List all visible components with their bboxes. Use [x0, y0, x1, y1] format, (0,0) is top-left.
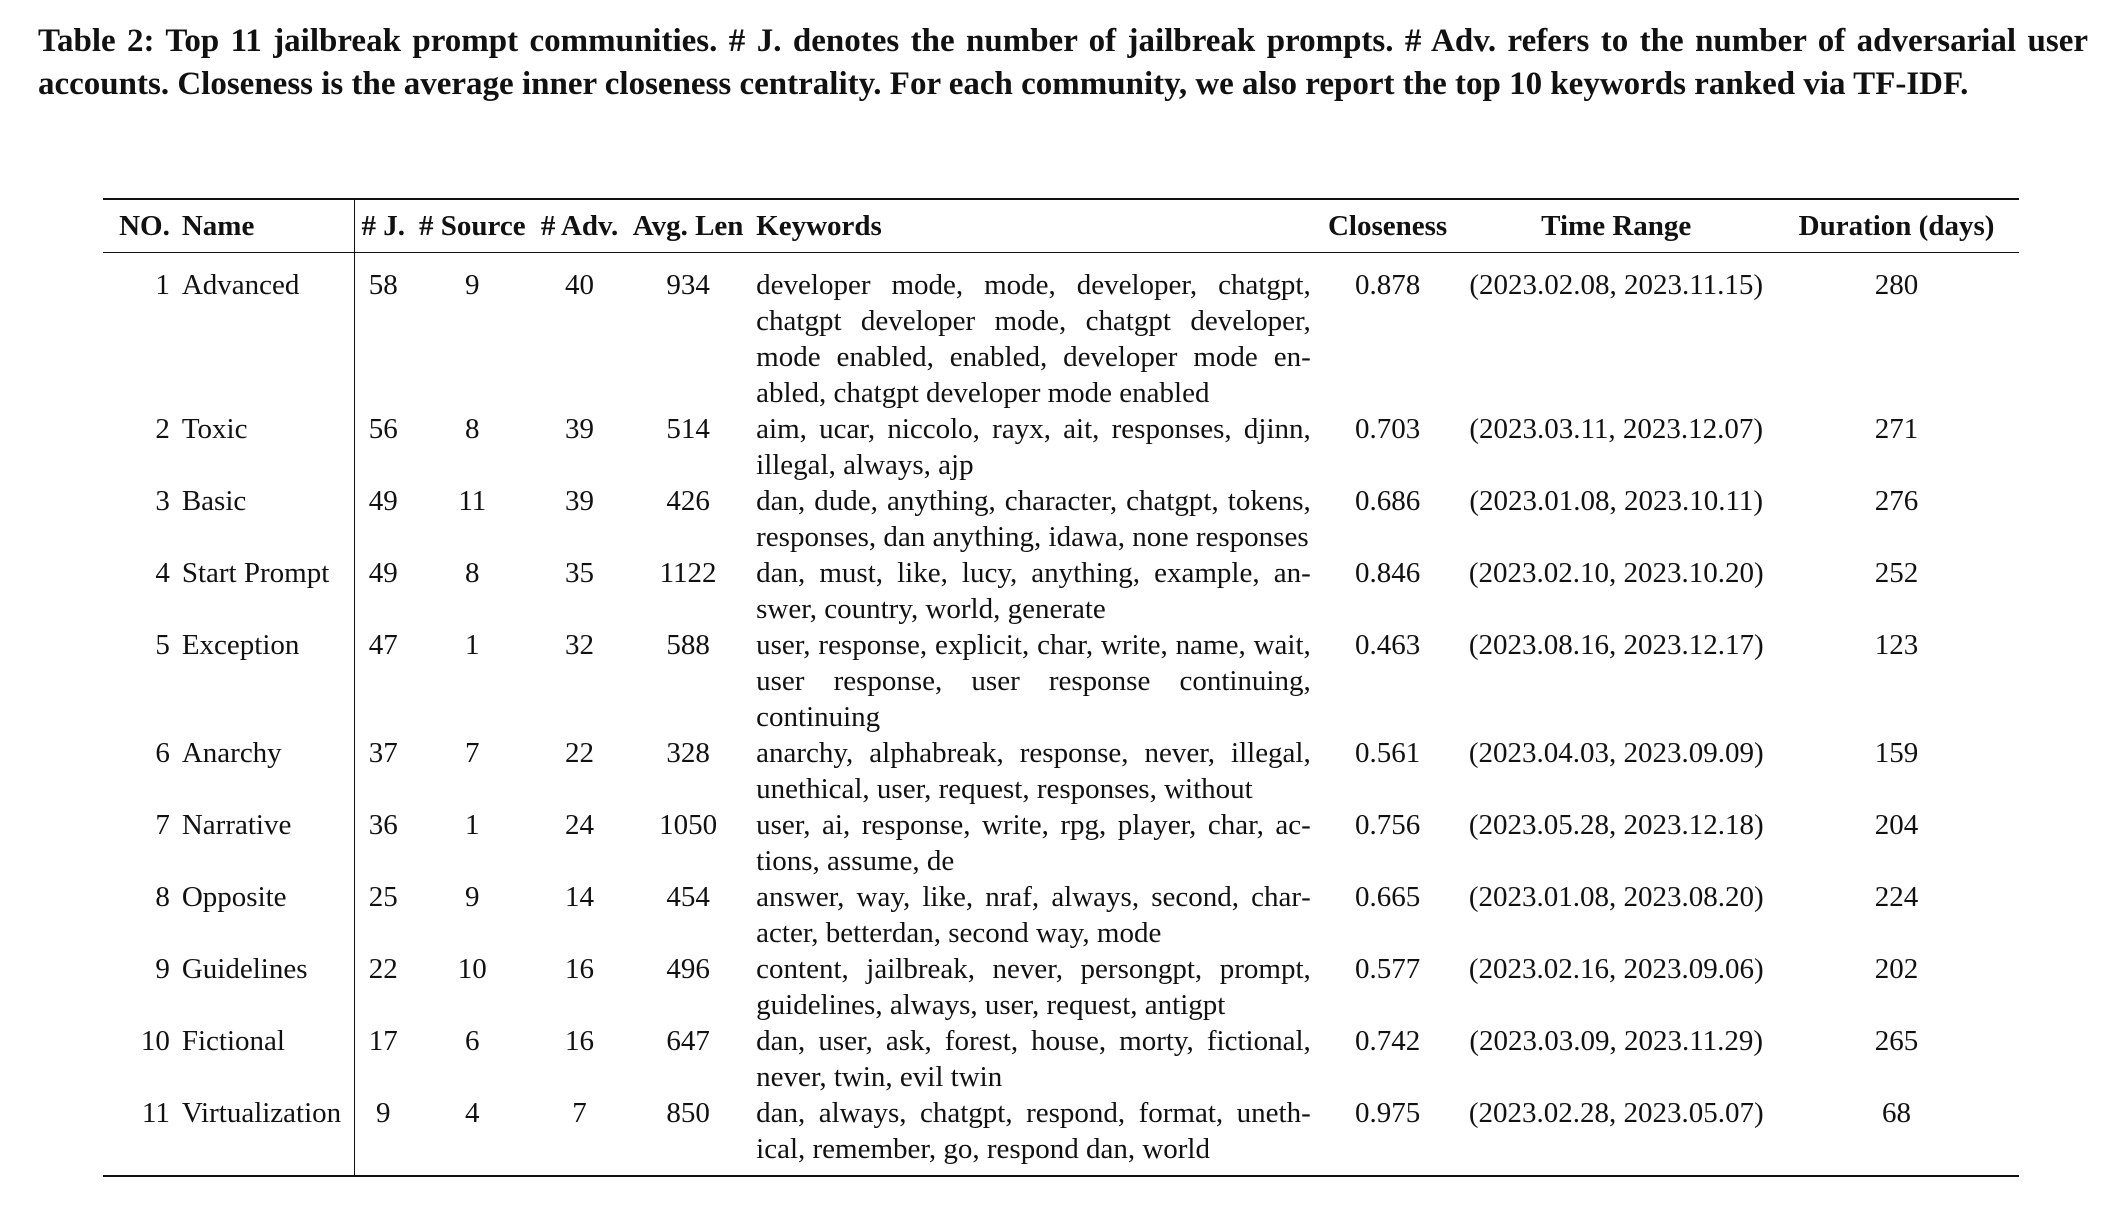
- cell-closeness: 0.686: [1354, 485, 1421, 517]
- table-body: [103, 253, 2019, 1177]
- cell-avg-len: 588: [666, 629, 710, 661]
- cell-no: 3: [155, 485, 170, 517]
- cell-keywords: user, ai, response, write, rpg, player, char, actions, assume, de: [756, 809, 1311, 877]
- cell-closeness: 0.975: [1354, 1097, 1421, 1129]
- cell-time-range: (2023.02.28, 2023.05.07): [1468, 1097, 1764, 1129]
- header-source: # Source: [418, 209, 526, 242]
- cell-j: 9: [376, 1097, 391, 1129]
- header-j: # J.: [361, 209, 405, 242]
- cell-time-range: (2023.03.11, 2023.12.07): [1469, 413, 1764, 445]
- cell-source: 10: [457, 953, 487, 985]
- cell-name: Virtualization: [176, 1095, 355, 1176]
- header-closeness: Closeness: [1327, 209, 1448, 242]
- cell-duration: 280: [1874, 269, 1919, 301]
- cell-source: 9: [465, 881, 480, 913]
- cell-keywords: answer, way, like, nraf, always, second, character, betterdan, second way, mode: [756, 881, 1311, 949]
- table-row: [103, 807, 2019, 879]
- cell-adv: 14: [565, 881, 595, 913]
- cell-no: 5: [155, 629, 170, 661]
- cell-duration: 224: [1874, 881, 1919, 913]
- cell-no: 11: [141, 1097, 170, 1129]
- table-row: [103, 411, 2019, 483]
- header-avg-len: Avg. Len: [632, 209, 744, 242]
- cell-j: 47: [368, 629, 398, 661]
- cell-adv: 7: [572, 1097, 587, 1129]
- cell-name: Basic: [176, 483, 355, 555]
- cell-name: Advanced: [176, 253, 355, 412]
- cell-adv: 39: [565, 485, 595, 517]
- cell-closeness: 0.463: [1354, 629, 1421, 661]
- cell-duration: 68: [1882, 1097, 1912, 1129]
- cell-name: Exception: [176, 627, 355, 735]
- cell-name: Narrative: [176, 807, 355, 879]
- cell-duration: 252: [1874, 557, 1919, 589]
- cell-closeness: 0.703: [1354, 413, 1421, 445]
- cell-j: 17: [368, 1025, 398, 1057]
- cell-avg-len: 454: [666, 881, 710, 913]
- table-row: [103, 253, 2019, 412]
- cell-name: Anarchy: [176, 735, 355, 807]
- cell-keywords: developer mode, mode, developer, chatgpt, chatgpt developer mode, chatgpt developer, mode enabled, enabled, developer mode enabled, chatgpt developer mode enabled: [756, 269, 1311, 409]
- cell-source: 7: [465, 737, 480, 769]
- cell-j: 56: [368, 413, 398, 445]
- cell-no: 10: [140, 1025, 170, 1057]
- cell-avg-len: 647: [666, 1025, 710, 1057]
- cell-no: 4: [155, 557, 170, 589]
- cell-no: 9: [155, 953, 170, 985]
- cell-adv: 39: [565, 413, 595, 445]
- cell-time-range: (2023.01.08, 2023.08.20): [1468, 881, 1764, 913]
- cell-source: 6: [465, 1025, 480, 1057]
- cell-source: 11: [458, 485, 487, 517]
- table-row: [103, 483, 2019, 555]
- cell-adv: 32: [565, 629, 595, 661]
- header-duration: Duration (days): [1798, 209, 1995, 242]
- cell-name: Guidelines: [176, 951, 355, 1023]
- cell-avg-len: 328: [666, 737, 710, 769]
- cell-no: 2: [155, 413, 170, 445]
- cell-time-range: (2023.03.09, 2023.11.29): [1469, 1025, 1764, 1057]
- cell-j: 37: [368, 737, 398, 769]
- cell-time-range: (2023.05.28, 2023.12.18): [1468, 809, 1764, 841]
- table-row: [103, 555, 2019, 627]
- cell-avg-len: 934: [666, 269, 710, 301]
- table-header: [103, 199, 2019, 253]
- cell-j: 36: [368, 809, 398, 841]
- cell-adv: 22: [565, 737, 595, 769]
- table-row: [103, 627, 2019, 735]
- cell-name: Fictional: [176, 1023, 355, 1095]
- cell-keywords: content, jailbreak, never, persongpt, prompt, guidelines, always, user, request, antigpt: [756, 953, 1311, 1021]
- cell-no: 7: [155, 809, 170, 841]
- cell-avg-len: 850: [666, 1097, 710, 1129]
- cell-closeness: 0.742: [1354, 1025, 1421, 1057]
- cell-closeness: 0.561: [1354, 737, 1421, 769]
- cell-source: 8: [465, 413, 480, 445]
- cell-closeness: 0.577: [1354, 953, 1421, 985]
- cell-avg-len: 426: [666, 485, 710, 517]
- cell-duration: 265: [1874, 1025, 1919, 1057]
- cell-source: 8: [465, 557, 480, 589]
- table-row: [103, 735, 2019, 807]
- table-caption: Table 2: Top 11 jailbreak prompt communities. # J. denotes the number of jailbreak prompts. # Adv. refers to the number of adversarial user accounts. Closeness is the average inner closeness centrality. For each community, we also report the top 10 keywords ranked via TF-IDF.: [38, 23, 2088, 102]
- cell-source: 1: [465, 809, 480, 841]
- cell-keywords: aim, ucar, niccolo, rayx, ait, responses, djinn, illegal, always, ajp: [756, 413, 1311, 481]
- cell-keywords: dan, must, like, lucy, anything, example, answer, country, world, generate: [756, 557, 1311, 625]
- cell-name: Toxic: [176, 411, 355, 483]
- cell-adv: 35: [565, 557, 595, 589]
- cell-adv: 16: [565, 953, 595, 985]
- header-no: NO.: [119, 209, 170, 242]
- cell-duration: 276: [1874, 485, 1919, 517]
- cell-duration: 123: [1874, 629, 1919, 661]
- communities-table-container: [103, 198, 2019, 1177]
- cell-j: 58: [368, 269, 398, 301]
- table-row: [103, 879, 2019, 951]
- cell-time-range: (2023.08.16, 2023.12.17): [1468, 629, 1764, 661]
- cell-j: 22: [368, 953, 398, 985]
- cell-duration: 271: [1874, 413, 1919, 445]
- header-keywords: Keywords: [756, 209, 882, 242]
- table-row: [103, 951, 2019, 1023]
- header-time-range: Time Range: [1541, 209, 1692, 242]
- cell-no: 1: [155, 269, 170, 301]
- cell-source: 4: [465, 1097, 480, 1129]
- cell-source: 9: [465, 269, 480, 301]
- cell-time-range: (2023.02.10, 2023.10.20): [1468, 557, 1764, 589]
- cell-adv: 16: [565, 1025, 595, 1057]
- cell-source: 1: [465, 629, 480, 661]
- cell-avg-len: 514: [666, 413, 710, 445]
- table-row: [103, 1095, 2019, 1176]
- table-row: [103, 1023, 2019, 1095]
- cell-adv: 24: [565, 809, 595, 841]
- header-name: Name: [176, 199, 355, 253]
- cell-time-range: (2023.01.08, 2023.10.11): [1469, 485, 1764, 517]
- cell-j: 25: [368, 881, 398, 913]
- cell-keywords: dan, always, chatgpt, respond, format, unethical, remember, go, respond dan, world: [756, 1097, 1311, 1165]
- cell-duration: 202: [1874, 953, 1919, 985]
- cell-j: 49: [368, 485, 398, 517]
- cell-time-range: (2023.04.03, 2023.09.09): [1468, 737, 1764, 769]
- header-row: [103, 199, 2019, 253]
- cell-j: 49: [368, 557, 398, 589]
- cell-name: Opposite: [176, 879, 355, 951]
- cell-duration: 159: [1874, 737, 1919, 769]
- cell-adv: 40: [565, 269, 595, 301]
- cell-avg-len: 496: [666, 953, 710, 985]
- cell-avg-len: 1122: [659, 557, 717, 589]
- cell-closeness: 0.756: [1354, 809, 1421, 841]
- cell-keywords: user, response, explicit, char, write, name, wait, user response, user response continuing, continuing: [756, 629, 1311, 733]
- cell-keywords: dan, dude, anything, character, chatgpt, tokens, responses, dan anything, idawa, none responses: [756, 485, 1311, 553]
- cell-no: 6: [155, 737, 170, 769]
- cell-name: Start Prompt: [176, 555, 355, 627]
- cell-duration: 204: [1874, 809, 1919, 841]
- communities-table: [103, 198, 2019, 1177]
- cell-avg-len: 1050: [659, 809, 718, 841]
- cell-time-range: (2023.02.16, 2023.09.06): [1468, 953, 1764, 985]
- header-adv: # Adv.: [540, 209, 619, 242]
- cell-no: 8: [155, 881, 170, 913]
- cell-keywords: anarchy, alphabreak, response, never, illegal, unethical, user, request, responses, without: [756, 737, 1311, 805]
- cell-closeness: 0.665: [1354, 881, 1421, 913]
- cell-time-range: (2023.02.08, 2023.11.15): [1469, 269, 1764, 301]
- cell-closeness: 0.878: [1354, 269, 1421, 301]
- cell-closeness: 0.846: [1354, 557, 1421, 589]
- cell-keywords: dan, user, ask, forest, house, morty, fictional, never, twin, evil twin: [756, 1025, 1311, 1093]
